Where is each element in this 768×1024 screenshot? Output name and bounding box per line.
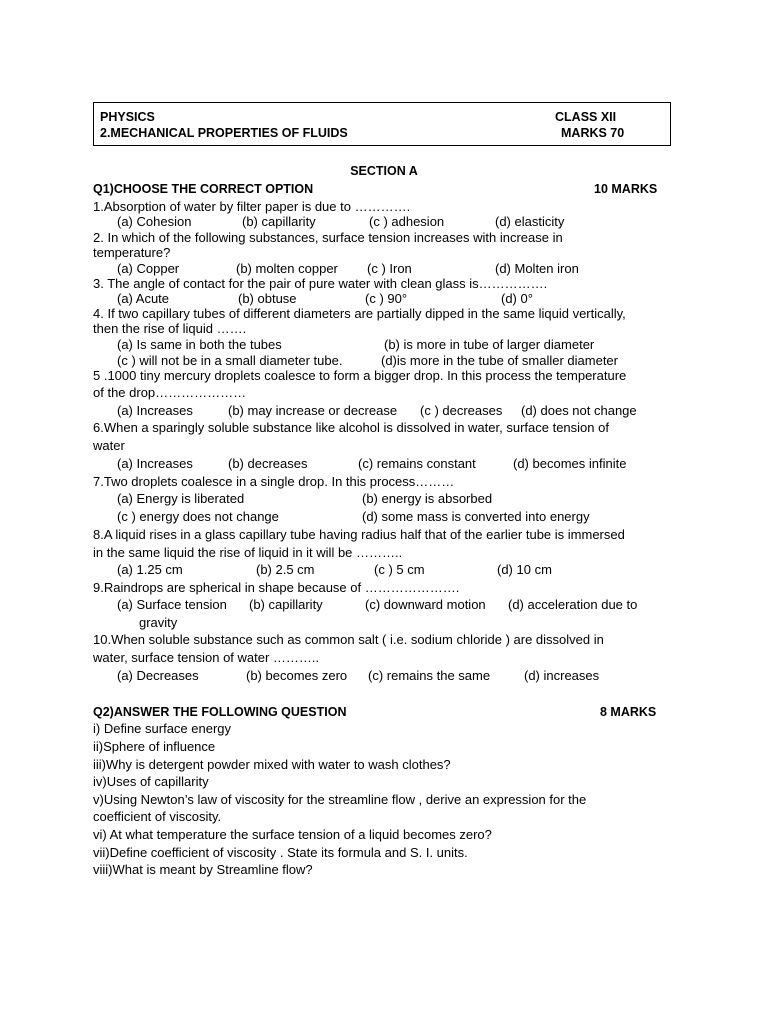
- mcq-5-question-cont: of the drop…………………: [93, 385, 247, 400]
- mcq-6-option-d: (d) becomes infinite: [513, 456, 627, 471]
- mcq-10-question: 10.When soluble substance such as common salt ( i.e. sodium chloride ) are dissolved in: [93, 632, 604, 647]
- chapter-title: 2.MECHANICAL PROPERTIES OF FLUIDS: [100, 126, 348, 140]
- mcq-4-option-a: (a) Is same in both the tubes: [117, 337, 282, 352]
- q2-item-6: vi) At what temperature the surface tension of a liquid becomes zero?: [93, 827, 492, 842]
- mcq-10-option-a: (a) Decreases: [117, 668, 199, 683]
- q2-item-7: vii)Define coefficient of viscosity . State its formula and S. I. units.: [93, 845, 468, 860]
- mcq-9-option-d: (d) acceleration due to: [508, 597, 638, 612]
- mcq-3-option-d: (d) 0°: [501, 291, 533, 306]
- mcq-7-option-c: (c ) energy does not change: [117, 509, 279, 524]
- mcq-8-option-d: (d) 10 cm: [497, 562, 552, 577]
- mcq-5-question: 5 .1000 tiny mercury droplets coalesce to form a bigger drop. In this process the temperature: [93, 368, 627, 383]
- mcq-8-option-a: (a) 1.25 cm: [117, 562, 183, 577]
- mcq-8-question: 8.A liquid rises in a glass capillary tube having radius half that of the earlier tube is immersed: [93, 527, 625, 542]
- mcq-2-option-c: (c ) Iron: [367, 261, 412, 276]
- mcq-9-option-d-cont: gravity: [139, 615, 178, 630]
- mcq-7-option-a: (a) Energy is liberated: [117, 491, 245, 506]
- q2-heading: Q2)ANSWER THE FOLLOWING QUESTION: [93, 705, 347, 719]
- mcq-1-question: 1.Absorption of water by filter paper is due to ………….: [93, 199, 411, 214]
- mcq-10-option-b: (b) becomes zero: [246, 668, 348, 683]
- mcq-4-option-b: (b) is more in tube of larger diameter: [384, 337, 595, 352]
- q2-item-3: iii)Why is detergent powder mixed with water to wash clothes?: [93, 757, 451, 772]
- mcq-6-option-b: (b) decreases: [228, 456, 308, 471]
- mcq-8-option-c: (c ) 5 cm: [374, 562, 425, 577]
- mcq-3-option-a: (a) Acute: [117, 291, 170, 306]
- mcq-4-option-c: (c ) will not be in a small diameter tube.: [117, 353, 343, 368]
- mcq-7-option-d: (d) some mass is converted into energy: [362, 509, 590, 524]
- mcq-5-option-d: (d) does not change: [521, 403, 637, 418]
- mcq-8-option-b: (b) 2.5 cm: [256, 562, 315, 577]
- mcq-9-option-c: (c) downward motion: [365, 597, 486, 612]
- q2-marks: 8 MARKS: [600, 705, 657, 719]
- mcq-5-option-a: (a) Increases: [117, 403, 193, 418]
- q2-item-5: v)Using Newton’s law of viscosity for the streamline flow , derive an expression for the: [93, 792, 587, 807]
- mcq-3-question: 3. The angle of contact for the pair of pure water with clean glass is…………….: [93, 276, 548, 291]
- mcq-4-question: 4. If two capillary tubes of different diameters are partially dipped in the same liquid vertically,: [93, 306, 626, 321]
- mcq-2-option-b: (b) molten copper: [236, 261, 338, 276]
- mcq-2-option-a: (a) Copper: [117, 261, 180, 276]
- q2-item-5-cont: coefficient of viscosity.: [93, 809, 222, 824]
- mcq-6-option-c: (c) remains constant: [358, 456, 476, 471]
- mcq-7-question: 7.Two droplets coalesce in a single drop. In this process………: [93, 474, 455, 489]
- mcq-2-question-cont: temperature?: [93, 245, 171, 260]
- q2-item-4: iv)Uses of capillarity: [93, 774, 209, 789]
- section-title: SECTION A: [350, 164, 418, 178]
- mcq-4-option-d: (d)is more in the tube of smaller diameter: [381, 353, 618, 368]
- mcq-5-option-c: (c ) decreases: [420, 403, 503, 418]
- q2-item-8: viii)What is meant by Streamline flow?: [93, 862, 313, 877]
- q2-item-2: ii)Sphere of influence: [93, 739, 216, 754]
- mcq-6-question: 6.When a sparingly soluble substance like alcohol is dissolved in water, surface tension of: [93, 420, 609, 435]
- mcq-10-question-cont: water, surface tension of water ………..: [93, 650, 320, 665]
- mcq-9-option-b: (b) capillarity: [249, 597, 323, 612]
- total-marks: MARKS 70: [561, 126, 625, 140]
- mcq-1-option-b: (b) capillarity: [242, 214, 316, 229]
- q1-marks: 10 MARKS: [594, 182, 658, 196]
- subject-label: PHYSICS: [100, 110, 155, 124]
- class-label: CLASS XII: [555, 110, 617, 124]
- mcq-3-option-c: (c ) 90°: [365, 291, 408, 306]
- mcq-1-option-d: (d) elasticity: [495, 214, 565, 229]
- mcq-2-option-d: (d) Molten iron: [495, 261, 579, 276]
- q1-heading: Q1)CHOOSE THE CORRECT OPTION: [93, 182, 314, 196]
- mcq-5-option-b: (b) may increase or decrease: [228, 403, 398, 418]
- mcq-1-option-c: (c ) adhesion: [369, 214, 445, 229]
- mcq-10-option-c: (c) remains the same: [368, 668, 491, 683]
- mcq-9-question: 9.Raindrops are spherical in shape because of ………………….: [93, 580, 460, 595]
- mcq-6-question-cont: water: [93, 438, 125, 453]
- mcq-3-option-b: (b) obtuse: [238, 291, 297, 306]
- mcq-8-question-cont: in the same liquid the rise of liquid in it will be ………..: [93, 545, 403, 560]
- mcq-1-option-a: (a) Cohesion: [117, 214, 192, 229]
- mcq-4-question-cont: then the rise of liquid …….: [93, 321, 247, 336]
- mcq-7-option-b: (b) energy is absorbed: [362, 491, 493, 506]
- mcq-2-question: 2. In which of the following substances, surface tension increases with increase in: [93, 230, 563, 245]
- mcq-10-option-d: (d) increases: [524, 668, 600, 683]
- q2-item-1: i) Define surface energy: [93, 721, 232, 736]
- mcq-9-option-a: (a) Surface tension: [117, 597, 227, 612]
- mcq-6-option-a: (a) Increases: [117, 456, 193, 471]
